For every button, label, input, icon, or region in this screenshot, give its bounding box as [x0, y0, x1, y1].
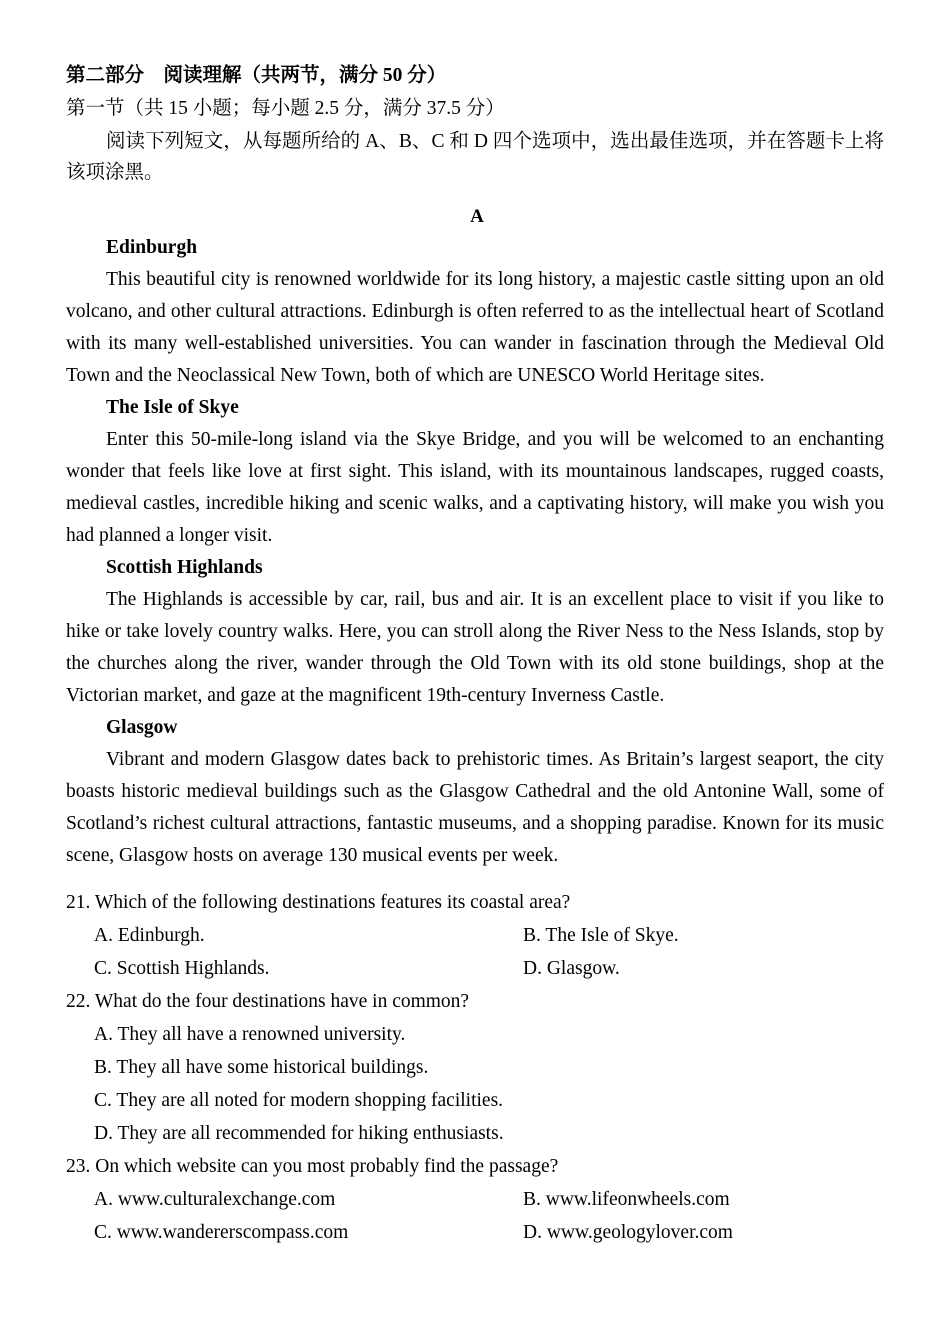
question-23-stem: 23. On which website can you most probably find the passage?: [66, 1156, 559, 1177]
passage-paragraph-edinburgh: This beautiful city is renowned worldwide for its long history, a majestic castle sitting upon an old volcano, and other cultural attractions. Edinburgh is often referred to as the intellectual heart of Scotland with its many well-established universities. You can wander in fascination through the Medieval Old Town and the Neoclassical New Town, both of which are UNESCO World Heritage sites.: [66, 269, 884, 386]
question-21-stem: 21. Which of the following destinations features its coastal area?: [66, 892, 571, 913]
question-21-option-d[interactable]: D. Glasgow.: [523, 958, 620, 979]
question-22-option-a[interactable]: A. They all have a renowned university.: [94, 1024, 406, 1045]
page-content: [66, 60, 884, 1249]
passage-body: [66, 232, 884, 872]
question-22-stem: 22. What do the four destinations have in common?: [66, 991, 470, 1012]
question-21-option-a[interactable]: A. Edinburgh.: [94, 925, 205, 946]
question-23-option-b[interactable]: B. www.lifeonwheels.com: [523, 1189, 730, 1210]
question-21: [66, 886, 884, 985]
question-22-option-b[interactable]: B. They all have some historical buildings.: [94, 1057, 429, 1078]
question-23-option-c[interactable]: C. www.wandererscompass.com: [94, 1222, 349, 1243]
question-section-spacer: [66, 872, 884, 886]
passage-paragraph-isle-of-skye: Enter this 50-mile-long island via the Skye Bridge, and you will be welcomed to an enchanting wonder that feels like love at first sight. This island, with its mountainous landscapes, rugged coasts, medieval castles, incredible hiking and scenic walks, and a captivating history, will make you wish you had planned a longer visit.: [66, 429, 884, 546]
question-23-option-d[interactable]: D. www.geologylover.com: [523, 1222, 733, 1243]
question-21-option-b[interactable]: B. The Isle of Skye.: [523, 925, 679, 946]
section-instruction: 阅读下列短文，从每题所给的 A、B、C 和 D 四个选项中，选出最佳选项，并在答题卡上将该项涂黑。: [66, 131, 884, 183]
question-22-options: [66, 1018, 884, 1150]
passage-letter-label: A: [470, 206, 484, 227]
question-23-option-a[interactable]: A. www.culturalexchange.com: [94, 1189, 336, 1210]
question-21-options: [66, 919, 884, 985]
question-23: [66, 1150, 884, 1249]
question-22: [66, 985, 884, 1150]
question-23-options: [66, 1183, 884, 1249]
question-22-option-d[interactable]: D. They are all recommended for hiking enthusiasts.: [94, 1123, 504, 1144]
passage-subheading-isle-of-skye: The Isle of Skye: [106, 397, 239, 418]
question-21-option-c[interactable]: C. Scottish Highlands.: [94, 958, 270, 979]
part-heading: 第二部分 阅读理解（共两节，满分 50 分）: [66, 65, 447, 86]
passage-subheading-edinburgh: Edinburgh: [106, 237, 198, 258]
passage-paragraph-glasgow: Vibrant and modern Glasgow dates back to prehistoric times. As Britain’s largest seaport, the city boasts historic medieval buildings such as the Glasgow Cathedral and the old Antonine Wall, some of Scotland’s richest cultural attractions, fantastic museums, and a shopping paradise. Known for its music scene, Glasgow hosts on average 130 musical events per week.: [66, 749, 884, 866]
passage-subheading-scottish-highlands: Scottish Highlands: [106, 557, 263, 578]
question-22-option-c[interactable]: C. They are all noted for modern shopping facilities.: [94, 1090, 504, 1111]
passage-subheading-glasgow: Glasgow: [106, 717, 178, 738]
section-heading: 第一节（共 15 小题；每小题 2.5 分，满分 37.5 分）: [66, 98, 505, 119]
passage-paragraph-scottish-highlands: The Highlands is accessible by car, rail, bus and air. It is an excellent place to visit if you like to hike or take lovely country walks. Here, you can stroll along the River Ness to the Ness Islands, stop by the churches along the river, wander through the Old Town with its old stone buildings, shop at the Victorian market, and gaze at the magnificent 19th-century Inverness Castle.: [66, 589, 884, 706]
